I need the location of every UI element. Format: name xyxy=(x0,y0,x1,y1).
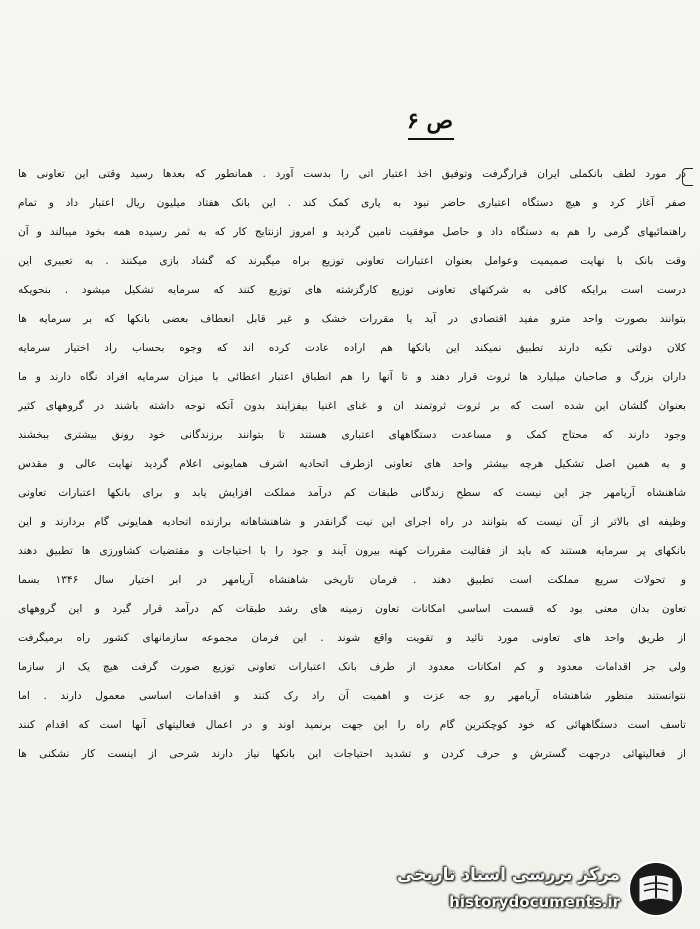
text-line: درست است برایکه کافی به شرکتهای تعاونی توزیع کارگزشته های توزیع کنند که سرمایه تشکیل میشود . بنحویکه xyxy=(18,284,686,296)
text-line: و به همین اصل تشکیل هرچه بیشتر واحد های تعاونی ازطرف اتحادیه اشرف همایونی اعلام گردید نهایت عالی و مقدس xyxy=(18,458,686,470)
text-line: تعاون بدان معنی بود که قسمت اساسی امکانات تعاون زمینه های رشد طبقات کم درآمد قرار گیرد و این گروههای xyxy=(18,603,686,615)
page-number-text: ص ۶ xyxy=(406,108,454,134)
text-line: در مورد لطف بانکملی ایران قرارگرفت وتوفیق اخذ اعتبار اتی را بدست آورد . همانطور که بعدها رسید وقتی این تعاونی ها xyxy=(18,168,686,180)
text-line: بانکهای پر سرمایه هستند که باید از فقالیت مقررات کهنه بیرون آیند و جود را با احتیاجات و مقتضیات کشاورزی ها تطبیق دهند xyxy=(18,545,686,557)
text-line: از فعالیتهائی درجهت گسترش و حرف کردن و تشدید احتیاجات این بانکها نیاز دارند شرحی از اینست کار نشکنی ها xyxy=(18,748,686,760)
watermark-url: historydocuments.ir xyxy=(449,893,620,911)
text-line: وجود دارند که محتاج کمک و مساعدت دستگاههای اعتباری هستند تا بتوانند برزندگانی خود رونق بیشتری ببخشند xyxy=(18,429,686,441)
text-line: و تحولات سریع مملکت است تطبیق دهند . فرمان تاریخی شاهنشاه آریامهر در ابر اختیار سال ۱۳۴۶ بسما xyxy=(18,574,686,586)
text-line: از طریق واحد های تعاونی مورد تائید و تقویت واقع شوند . این فرمان مجموعه سازمانهای کشور راه برمیگرفت xyxy=(18,632,686,644)
archive-watermark xyxy=(397,859,686,921)
text-line: نتوانستند منظور شاهنشاه آریامهر رو جه عزت و اهمیت آن راد رک کنند و اقدامات اساسی معمول دارند . اما xyxy=(18,690,686,702)
watermark-title: مرکز بررسی اسناد تاریخی xyxy=(397,865,620,885)
text-line: راهنمائیهای گرمی را هم به دستگاه داد و حاصل موفقیت تامین گردید و امروز ازنتایج کار که به ثمر رسیده همه بخود میبالند و آن xyxy=(18,226,686,238)
text-line: کلان دولتی تکیه دارند تطبیق نمیکند این بانکها هم اراده عادت کرده اند که وجوه بحساب راد اختیار سرمایه xyxy=(18,342,686,354)
text-line: بعنوان گلشان این شده است که بر ثروت ثروتمند ان و غنای اغنیا بیفزایند بدون آنکه توجه داشته باشند در گروههای کثیر xyxy=(18,400,686,412)
text-line: وظیفه ای بالاتر از آن نیست که بتوانند در راه اجرای این نیت گرانقدر و شاهنشاهانه برازنده اتحادیه همایونی گام بردارند و این xyxy=(18,516,686,528)
text-line: صفر آغاز کرد و هیچ دستگاه اعتباری حاضر نبود به یاری کمک کند . این بانک هفتاد میلیون ریال اعتبار داد و تمام xyxy=(18,197,686,209)
text-line: ولی جز اقدامات معدود و کم امکانات معدود از طرف بانک اعتبارات تعاونی توزیع صورت گرفت هیچ یک از سازما xyxy=(18,661,686,673)
text-line: تاسف است دستگاههائی که خود کوچکترین گام راه را این جهت برنمید اوند و در اعمال فعالیتهای آنها است که اقدام کنند xyxy=(18,719,686,731)
text-line: بتوانند بصورت واحد مترو مفید اقتصادی در آید یا مقررات خشک و غیر قابل انعطاف بعضی بانکها که بر سرمایه ها xyxy=(18,313,686,325)
book-seal-icon xyxy=(626,859,686,919)
page-number-mark xyxy=(400,108,460,142)
text-line: وقت بانک با نهایت صمیمیت وعوامل بعنوان اعتبارات تعاونی توزیع براه میگیرند که گشاد بازی میکنند . به تعبیری این xyxy=(18,255,686,267)
page-number-underline xyxy=(408,138,454,140)
text-line: شاهنشاه آریامهر جز این نیست که سطح زندگانی طبقات کم درآمد مملکت افزایش یابد و برای بانکها اعتبارات تعاونی xyxy=(18,487,686,499)
text-line: داران بزرگ و صاحبان میلیارد ها ثروت قرار دهند و تا آنها را هم انطباق اعتبار اعطائی با میزان سرمایه افراد نگاه دارند و ما xyxy=(18,371,686,383)
document-body xyxy=(18,160,686,769)
